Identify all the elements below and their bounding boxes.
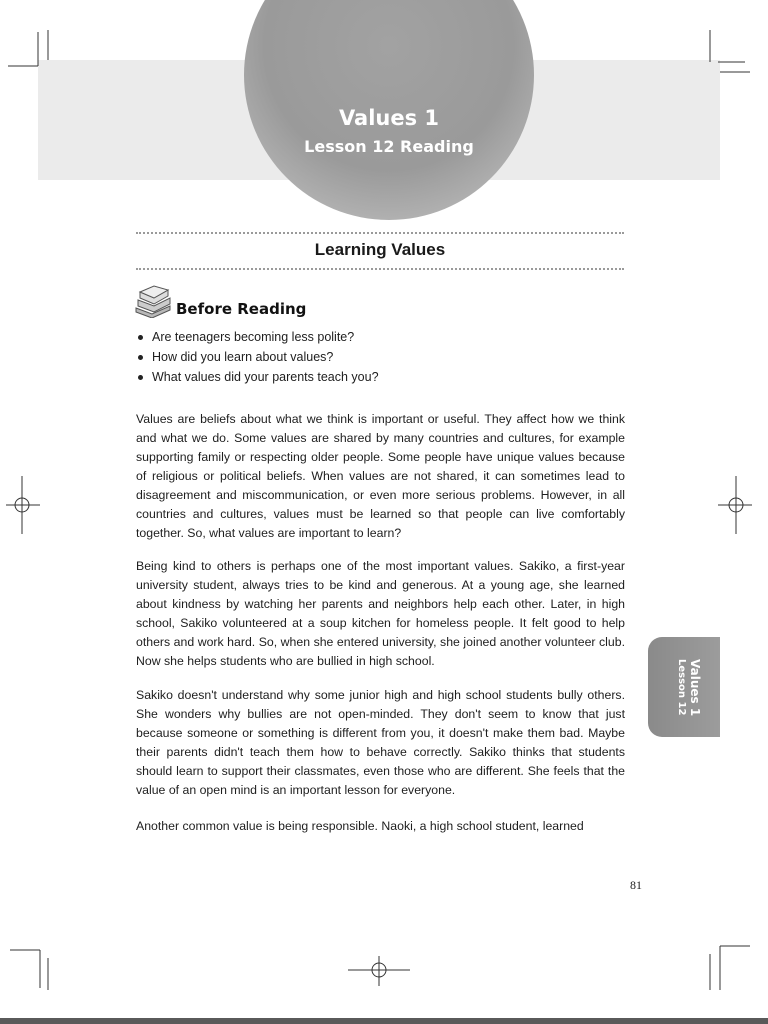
list-item: Are teenagers becoming less polite? — [136, 327, 379, 347]
page-number: 81 — [630, 878, 642, 892]
side-tab — [648, 637, 720, 737]
scan-edge — [0, 1018, 768, 1024]
lesson-subtitle: Lesson 12 Reading — [304, 137, 474, 156]
books-icon — [132, 284, 174, 318]
before-reading-heading: Before Reading — [176, 300, 307, 318]
side-tab-subtitle: Lesson 12 — [676, 659, 687, 716]
section-title: Learning Values — [314, 240, 446, 259]
paragraph-3: Sakiko doesn't understand why some junior high and high school students bully others. She wonders why bullies are not open-minded. They don't seem to know that just because someone or something is different from you, it doesn't make them bad. Maybe their parents didn't teach them how to behave correctly. Sakiko thinks that students should learn to support their classmates, even those who are different. She feels that the value of an open mind is an important lesson for everyone. — [136, 688, 625, 797]
lesson-title: Values 1 — [338, 106, 440, 130]
paragraph-1: Values are beliefs about what we think is important or useful. They affect how we think and what we do. Some values are shared by many countries and cultures, for example supporting family or respecting older people. Some people have unique values because of religious or political beliefs. When values are not shared, it can sometimes lead to disagreement and miscommunication, or even more serious problems. However, in all countries and cultures, values must be learned so that people can live comfortably together. So, what values are important to learn? — [136, 412, 625, 540]
side-tab-title: Values 1 — [688, 659, 702, 717]
list-item: What values did your parents teach you? — [136, 367, 379, 387]
question-list — [136, 327, 379, 387]
paragraph-4: Another common value is being responsible. Naoki, a high school student, learned — [136, 819, 584, 833]
divider-bottom — [136, 268, 624, 270]
divider-top — [136, 232, 624, 234]
list-item: How did you learn about values? — [136, 347, 379, 367]
paragraph-2: Being kind to others is perhaps one of the most important values. Sakiko, a first-year university student, always tries to be kind and generous. At a young age, she learned about kindness by watching her parents and neighbors help each other. Later, in high school, Sakiko volunteered at a soup kitchen for homeless people. It felt good to help others and work hard. So, when she entered university, she joined another volunteer club. Now she helps students who are bullied in high school. — [136, 559, 625, 668]
